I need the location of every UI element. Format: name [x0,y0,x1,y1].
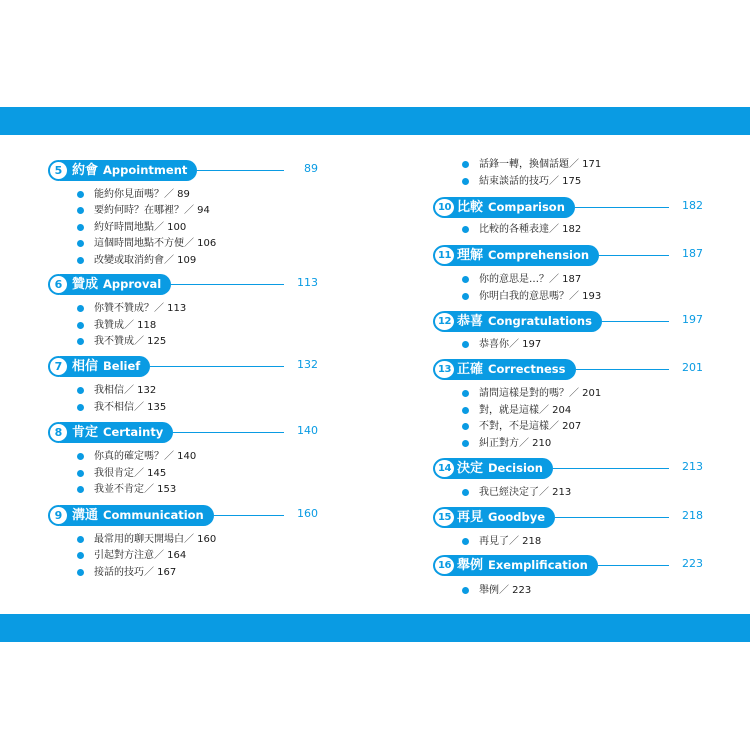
subentry-text: 我不贊成／ 125 [94,336,167,347]
subentry-text: 改變或取消約會／ 109 [94,255,197,266]
chapter-title-pill [60,422,173,443]
bullet-dot [77,536,84,543]
chapter-title-en: Approval [103,277,162,291]
subentry-text: 要約何時？在哪裡？／ 94 [94,205,210,216]
bullet-dot [462,489,469,496]
chapter-number-badge: 5 [48,160,69,181]
chapter-title-pill [445,458,553,479]
chapter-number-badge: 12 [433,311,456,332]
chapter-title-zh: 舉例 [457,558,484,573]
chapter-title-zh: 正確 [457,362,484,377]
chapter-title-zh: 理解 [457,248,484,263]
subentry-text: 糾正對方／ 210 [479,438,552,449]
leader-line [197,170,284,171]
bullet-dot [462,423,469,430]
bullet-dot [77,240,84,247]
chapter-title-en: Certainty [103,425,164,439]
bullet-dot [77,387,84,394]
leader-line [553,468,669,469]
subentry-text: 不對，不是這樣／ 207 [479,421,582,432]
bullet-dot [77,470,84,477]
chapter-title-zh: 約會 [72,163,99,178]
chapter-title-zh: 恭喜 [457,314,484,329]
bullet-dot [77,404,84,411]
leader-line [173,432,284,433]
bullet-dot [77,207,84,214]
subentry-text: 對，就是這樣／ 204 [479,405,572,416]
chapter-number-badge: 15 [433,507,456,528]
chapter-number-badge: 14 [433,458,456,479]
chapter-title-pill [60,160,197,181]
chapter-heading-6[interactable] [48,274,318,296]
subentry-text: 你贊不贊成？／ 113 [94,303,187,314]
chapter-number-badge: 16 [433,555,456,576]
chapter-heading-12[interactable] [433,311,703,333]
subentry-text: 結束談話的技巧／ 175 [479,176,582,187]
chapter-number-badge: 10 [433,197,456,218]
bullet-dot [462,161,469,168]
chapter-title-en: Goodbye [488,510,546,524]
chapter-title-pill [445,359,576,380]
leader-line [150,366,284,367]
chapter-title-en: Correctness [488,362,566,376]
subentry-text: 引起對方注意／ 164 [94,550,187,561]
chapter-title-pill [60,505,214,526]
chapter-page-number: 140 [297,424,318,437]
leader-line [575,207,669,208]
leader-line [214,515,284,516]
subentry-text: 我並不肯定／ 153 [94,484,177,495]
chapter-heading-8[interactable] [48,422,318,444]
chapter-page-number: 223 [682,557,703,570]
bullet-dot [462,440,469,447]
chapter-title-en: Exemplification [488,558,588,572]
subentry-text: 比較的各種表達／ 182 [479,224,582,235]
chapter-number-badge: 13 [433,359,456,380]
chapter-title-pill [60,356,150,377]
bullet-dot [462,226,469,233]
subentry-text: 我很肯定／ 145 [94,468,167,479]
bullet-dot [462,407,469,414]
chapter-title-pill [445,197,575,218]
subentry-text: 能約你見面嗎？／ 89 [94,189,190,200]
subentry-text: 恭喜你／ 197 [479,339,542,350]
chapter-page-number: 197 [682,313,703,326]
chapter-heading-16[interactable] [433,555,703,577]
chapter-title-zh: 比較 [457,200,484,215]
chapter-number-badge: 9 [48,505,69,526]
chapter-title-zh: 再見 [457,510,484,525]
chapter-title-pill [445,311,602,332]
leader-line [555,517,669,518]
subentry-text: 我相信／ 132 [94,385,157,396]
bullet-dot [77,191,84,198]
bullet-dot [462,178,469,185]
leader-line [598,565,669,566]
bullet-dot [77,257,84,264]
chapter-title-en: Comparison [488,200,565,214]
subentry-text: 舉例／ 223 [479,585,532,596]
chapter-page-number: 89 [304,162,318,175]
chapter-title-en: Belief [103,359,141,373]
bottom-banner [0,614,750,642]
chapter-title-zh: 贊成 [72,277,99,292]
bullet-dot [77,338,84,345]
bullet-dot [462,587,469,594]
leader-line [171,284,284,285]
chapter-title-en: Comprehension [488,248,590,262]
chapter-page-number: 132 [297,358,318,371]
chapter-title-zh: 肯定 [72,425,99,440]
chapter-title-en: Congratulations [488,314,592,328]
chapter-title-zh: 溝通 [72,508,99,523]
chapter-heading-13[interactable] [433,359,703,381]
chapter-number-badge: 6 [48,274,69,295]
bullet-dot [77,224,84,231]
chapter-page-number: 113 [297,276,318,289]
top-banner [0,107,750,135]
chapter-heading-9[interactable] [48,505,318,527]
chapter-title-pill [445,555,598,576]
bullet-dot [77,453,84,460]
subentry-text: 我已經決定了／ 213 [479,487,572,498]
subentry-text: 你的意思是…？／ 187 [479,274,582,285]
chapter-heading-5[interactable] [48,160,318,182]
chapter-title-pill [445,245,599,266]
subentry-text: 約好時間地點／ 100 [94,222,187,233]
chapter-title-pill [60,274,171,295]
bullet-dot [462,276,469,283]
chapter-title-zh: 相信 [72,359,99,374]
chapter-page-number: 187 [682,247,703,260]
chapter-title-zh: 決定 [457,461,484,476]
subentry-text: 我不相信／ 135 [94,402,167,413]
chapter-title-en: Decision [488,461,543,475]
subentry-text: 接話的技巧／ 167 [94,567,177,578]
subentry-text: 最常用的聊天開場白／ 160 [94,534,217,545]
chapter-heading-10[interactable] [433,197,703,219]
bullet-dot [77,486,84,493]
bullet-dot [462,390,469,397]
subentry-text: 話鋒一轉，換個話題／ 171 [479,159,602,170]
bullet-dot [77,569,84,576]
subentry-text: 我贊成／ 118 [94,320,157,331]
bullet-dot [462,538,469,545]
chapter-page-number: 218 [682,509,703,522]
chapter-title-pill [445,507,555,528]
chapter-page-number: 213 [682,460,703,473]
subentry-text: 你真的確定嗎？／ 140 [94,451,197,462]
leader-line [576,369,669,370]
subentry-text: 請問這樣是對的嗎？／ 201 [479,388,602,399]
chapter-number-badge: 11 [433,245,456,266]
chapter-title-en: Communication [103,508,204,522]
chapter-heading-11[interactable] [433,245,703,267]
chapter-heading-14[interactable] [433,458,703,480]
subentry-text: 你明白我的意思嗎？／ 193 [479,291,602,302]
bullet-dot [462,341,469,348]
chapter-page-number: 160 [297,507,318,520]
subentry-text: 再見了／ 218 [479,536,542,547]
bullet-dot [77,305,84,312]
bullet-dot [77,552,84,559]
bullet-dot [462,293,469,300]
subentry-text: 這個時間地點不方便／ 106 [94,238,217,249]
chapter-page-number: 182 [682,199,703,212]
chapter-number-badge: 8 [48,422,69,443]
chapter-page-number: 201 [682,361,703,374]
chapter-number-badge: 7 [48,356,69,377]
chapter-heading-7[interactable] [48,356,318,378]
chapter-title-en: Appointment [103,163,188,177]
leader-line [602,321,669,322]
chapter-heading-15[interactable] [433,507,703,529]
leader-line [599,255,669,256]
bullet-dot [77,322,84,329]
